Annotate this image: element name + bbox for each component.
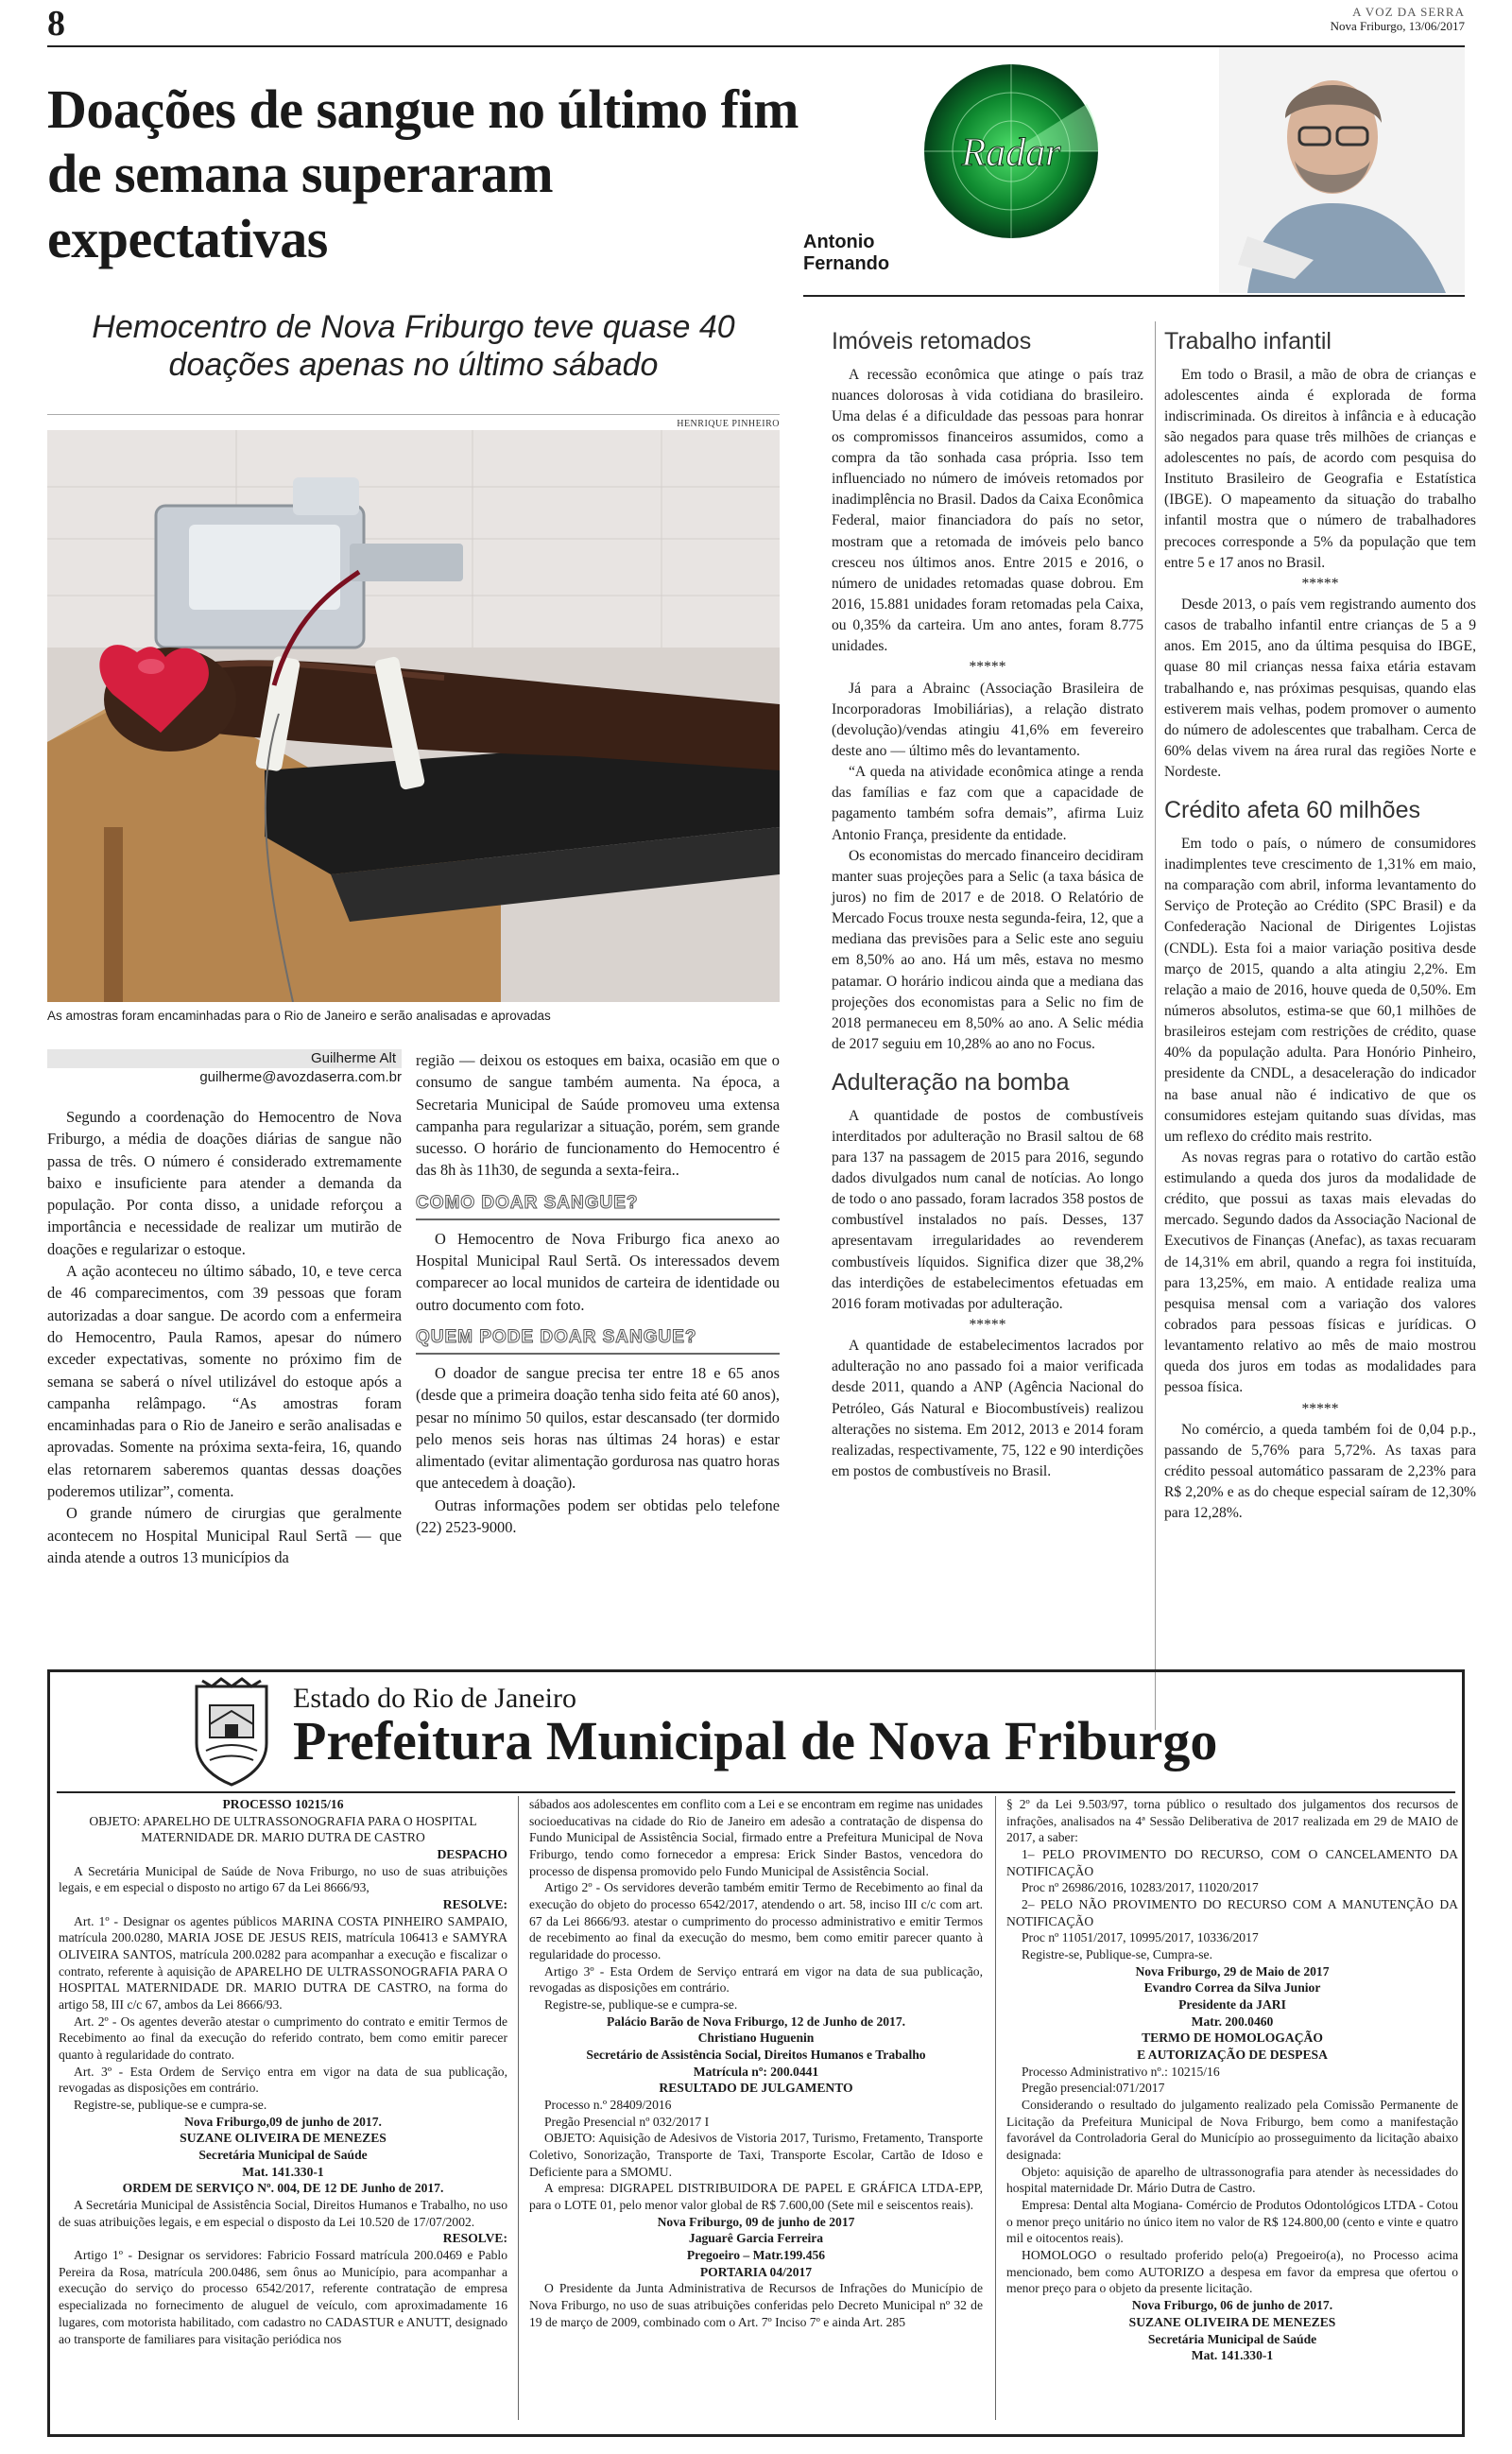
paragraph: As novas regras para o rotativo do cartão estão estimulando a queda dos juros da modalidade de crédito, que possui as taxas mais elevadas do mercado. Segundo dados da Associação Nacional de Executivos de Finanças (Anefac), as taxas recuaram de 14,31% em abril, quando a regra foi instituída, para 13,25%, em maio. A entidade realiza uma pesquisa mensal com a variação dos valores cobrados para pessoas físicas e jurídicas. O levantamento relativo ao mês de maio mostrou queda dos juros em todas as modalidades para pessoa física. [1164, 1149, 1476, 1396]
notice-rule [57, 1791, 1455, 1793]
notice-paragraph: Nova Friburgo, 06 de junho de 2017. [1131, 2298, 1333, 2313]
notice-paragraph: Mat. 141.330-1 [242, 2164, 324, 2179]
notice-paragraph: A Secretária Municipal de Assistência Social, Direitos Humanos e Trabalho, no uso de suas atribuições legais, e em especial o disposto da Lei 10.520 de 17/07/2002. [59, 2198, 507, 2229]
notice-paragraph: PORTARIA 04/2017 [699, 2264, 813, 2279]
paragraph: “A queda na atividade econômica atinge a renda das famílias e faz com que a capacidade de pagamento também sofra demais”, afirma Luiz Antonio França, presidente da entidade. [832, 764, 1143, 843]
notice-paragraph: Pregoeiro – Matr.199.456 [686, 2248, 826, 2263]
article-column-1 [47, 1106, 402, 1568]
article-column-2 [416, 1049, 780, 1538]
notice-paragraph: Palácio Barão de Nova Friburgo, 12 de Junho de 2017. [606, 2013, 906, 2029]
paragraph: O Hemocentro de Nova Friburgo fica anexo ao Hospital Municipal Raul Sertã. Os interessados devem comparecer ao local munidos de carteira de identidade ou outro documento com foto. [416, 1229, 780, 1314]
article-headline: Doações de sangue no último fim de semana superaram expectativas [47, 78, 799, 269]
radar-header [803, 47, 1465, 293]
notice-paragraph: Art. 3º - Esta Ordem de Serviço entra em vigor na data de sua publicação, revogadas as disposições em contrário. [59, 2064, 507, 2096]
notice-paragraph: Empresa: Dental alta Mogiana- Comércio de Produtos Odontológicos LTDA - Cotou o menor preço unitário no único item no valor de R$ 124.800,00 (cento e vinte e quatro mil e oitocentos reais). [1006, 2198, 1458, 2246]
paragraph: Segundo a coordenação do Hemocentro de Nova Friburgo, a média de doações diárias de sangue não passa de três. O número é considerado extremamente baixo e insuficiente para atender a demanda da população. Por conta disso, a unidade reforçou a importância e necessidade de realizar um mutirão de doações e regularizar o estoque. [47, 1108, 402, 1258]
section-title: Adulteração na bomba [832, 1069, 1070, 1097]
blood-donation-illustration [47, 430, 780, 1002]
notice-paragraph: O Presidente da Junta Administrativa de Recursos de Infrações do Município de Nova Friburgo, no uso de suas atribuições conferidas pelo Decreto Municipal nº 32 de 19 de março de 2009, combinado com o Art. 7º Inciso 7º e ainda Art. 285 [529, 2281, 983, 2329]
notice-paragraph: Artigo 2º - Os servidores deverão também emitir Termo de Recebimento ao final da execução do objeto do processo 6542/2017, atendendo o art. 58, inciso III c/c com art. 67 da Lei 8666/93. atestar o cumprimento do processo administrativo e emitir Termos de recebimento ao final da execução do mesmo, bem como emitir parecer quanto à regularidade do processo. [529, 1880, 983, 1962]
paragraph: A recessão econômica que atinge o país traz nuances dolorosas à vida cotidiana do brasileiro. Uma delas é a dificuldade das pessoas para honrar os compromissos financeiros assumidos, como a compra da tão sonhada casa própria. Isso tem influenciado no número de imóveis retomados por inadimplência no Brasil. Dados da Caixa Econômica Federal, maior financiadora do país no setor, mostram que a retomada de imóveis pelo banco cresceu nos últimos anos. Entre 2015 e 2016, o número de unidades retomadas quase dobrou. Em 2016, 15.881 unidades foram retomadas pela Caixa, ou 0,35% da carteira. Um ano antes, foram 8.775 unidades. [832, 366, 1143, 655]
notice-paragraph: Matrícula nº: 200.0441 [693, 2064, 819, 2079]
notice-paragraph: RESOLVE: [442, 2231, 507, 2246]
notice-paragraph: Art. 2º - Os agentes deverão atestar o cumprimento do contrato e emitir Termos de Recebimento ao final da execução do referido contrato, bem como emitir parecer quanto à regularidade do contrato. [59, 2013, 507, 2063]
city-seal-icon [189, 1677, 274, 1793]
paragraph: No comércio, a queda também foi de 0,04 p.p., passando de 5,76% para 5,72%. As taxas para crédito pessoal automático passaram de 2,23% para R$ 2,20% e as do cheque especial saíram de 12,30% para 12,28%. [1164, 1421, 1476, 1522]
section-title: QUEM PODE DOAR SANGUE? [416, 1325, 780, 1355]
notice-paragraph: Processo n.º 28409/2016 [544, 2098, 672, 2113]
notice-paragraph: OBJETO: Aquisição de Adesivos de Vistoria 2017, Turismo, Fretamento, Transporte Coletivo, Sonorização, Transporte de Taxi, Transporte Escolar, Cartão de Idoso e Deficiente para a SMOMU. [529, 2131, 983, 2179]
notice-paragraph: A empresa: DIGRAPEL DISTRIBUIDORA DE PAPEL E GRÁFICA LTDA-EPP, para o LOTE 01, pelo menor valor global de R$ 7.600,00 (Sete mil e seiscentos reais). [529, 2181, 983, 2213]
notice-paragraph: A Secretária Municipal de Saúde de Nova Friburgo, no uso de suas atribuições legais, e em especial o disposto no artigo 67 da Lei 8666/93, [59, 1863, 507, 1895]
paragraph: A quantidade de estabelecimentos lacrados por adulteração no ano passado foi a maior verificada desde 2011, quando a ANP (Agência Nacional do Petróleo, Gás Natural e Biocombustíveis) realizou alterações no sistema. Em 2012, 2013 e 2014 foram realizadas, respectivamente, 75, 122 e 90 interdições em postos de combustíveis no Brasil. [832, 1338, 1143, 1480]
notice-paragraph: ORDEM DE SERVIÇO Nº. 004, DE 12 DE Junho de 2017. [122, 2181, 444, 2196]
article-subheadline: Hemocentro de Nova Friburgo teve quase 40 doações apenas no último sábado [92, 309, 735, 384]
columnist-name: Antonio Fernando [803, 232, 890, 274]
notice-paragraph: Nova Friburgo, 29 de Maio de 2017 [1135, 1963, 1330, 1979]
author-email[interactable]: guilherme@avozdaserra.com.br [199, 1069, 402, 1086]
notice-paragraph: Artigo 1º - Designar os servidores: Fabricio Fossard matrícula 200.0469 e Pablo Pereira da Rosa, matrícula 200.0486, sem ônus ao Município, para acompanhar a execução do serviço do processo 6542/2017, referente contratação de empresa especializada no fornecimento de aluguel de veículo, com aproximadamente 16 lugares, com motorista habilitado, com cadastro no CADASTUR e ANUTT, designado ao transporte de familiares para visitação periódica nos [59, 2248, 507, 2346]
notice-paragraph: Proc nº 11051/2017, 10995/2017, 10336/2017 [1022, 1930, 1259, 1945]
page-number: 8 [47, 4, 65, 43]
notice-paragraph: Processo Administrativo nº.: 10215/16 [1022, 2064, 1220, 2079]
notice-paragraph: Registre-se, Publique-se, Cumpra-se. [1022, 1947, 1212, 1962]
separator: ***** [1301, 1400, 1339, 1417]
notice-paragraph: HOMOLOGO o resultado proferido pelo(a) Pregoeiro(a), no Processo acima mencionado, bem como AUTORIZO a despesa em favor da empresa que ofertou o menor preço para o objeto da presente licitação. [1006, 2248, 1458, 2296]
notice-column-2 [529, 1796, 983, 2331]
notice-paragraph: RESULTADO DE JULGAMENTO [659, 2081, 853, 2096]
notice-divider [518, 1796, 519, 2420]
newspaper-name: A VOZ DA SERRA [1352, 5, 1465, 19]
section-title: Crédito afeta 60 milhões [1164, 797, 1420, 824]
notice-paragraph: Nova Friburgo,09 de junho de 2017. [184, 2114, 382, 2129]
notice-paragraph: Art. 1º - Designar os agentes públicos MARINA COSTA PINHEIRO SAMPAIO, matrícula 200.0280, MARIA JOSE DE JESUS REIS, matrícula 106413 e SAMYRA OLIVEIRA SANTOS, matrícula 200.0282 para acompanhar a execução e fiscalizar o contrato, referente à aquisição de APARELHO DE ULTRASSONOGRAFIA PARA O HOSPITAL MATERNIDADE DR. MARIO DUTRA DE CASTRO, na forma do artigo 58, III c/c 67, ambos da Lei 8666/93. [59, 1913, 507, 2013]
notice-paragraph: § 2º da Lei 9.503/97, torna público o resultado dos julgamentos dos recursos de infrações, analisados na 4ª Sessão Deliberativa de 2017 realizada em 29 de MAIO de 2017, a saber: [1006, 1797, 1458, 1845]
notice-paragraph: Considerando o resultado do julgamento realizado pela Comissão Permanente de Licitação da Prefeitura Municipal de Nova Friburgo, bem como a manifestação favorável da Controladoria Geral do Município ao prosseguimento da licitação abaixo designada: [1006, 2098, 1458, 2163]
notice-title: Prefeitura Municipal de Nova Friburgo [293, 1710, 1218, 1771]
paragraph: A ação aconteceu no último sábado, 10, e teve cerca de 46 comparecimentos, com 39 pessoas que foram autorizadas a doar sangue. De acordo com a enfermeira do Hemocentro, Paula Ramos, apesar do número exceder expectativas, somente no próximo fim de semana se saberá o nível utilizável do estoque após a campanha relâmpago. “As amostras foram encaminhadas para o Rio de Janeiro e serão analisadas e aprovadas. Somente na próxima sexta-feira, 16, quando elas retornarem saberemos quantas dessas doações poderemos utilizar”, comenta. [47, 1262, 402, 1501]
section-title: COMO DOAR SANGUE? [416, 1191, 780, 1220]
paragraph: região — deixou os estoques em baixa, ocasião em que o consumo de sangue também aumenta. Na época, a Secretaria Municipal de Saúde promoveu uma extensa campanha para regularizar a situação, porém, sem grande sucesso. O horário de funcionamento do Hemocentro é das 8h às 11h30, de segunda a sexta-feira.. [416, 1051, 780, 1180]
notice-paragraph: Matr. 200.0460 [1191, 2013, 1274, 2029]
photo-caption: As amostras foram encaminhadas para o Rio de Janeiro e serão analisadas e aprovadas [47, 1009, 551, 1023]
byline [47, 1049, 402, 1088]
paragraph: Outras informações podem ser obtidas pelo telefone (22) 2523-9000. [416, 1495, 780, 1536]
notice-paragraph: OBJETO: APARELHO DE ULTRASSONOGRAFIA PARA O HOSPITAL MATERNIDADE DR. MARIO DUTRA DE CASTRO [89, 1813, 477, 1845]
notice-paragraph: DESPACHO [437, 1847, 507, 1862]
notice-paragraph: Pregão presencial:071/2017 [1022, 2081, 1165, 2096]
issue-date: Nova Friburgo, 13/06/2017 [1330, 18, 1465, 33]
notice-paragraph: SUZANE OLIVEIRA DE MENEZES [1128, 2314, 1336, 2329]
paragraph: A quantidade de postos de combustíveis interditados por adulteração no Brasil saltou de 68 para 137 na passagem de 2015 para 2016, segundo dados divulgados num canal de notícias. Ao longo de todo o ano passado, foram lacrados 358 postos de combustível instalados no país. Desses, 137 apresentavam irregularidades ao revenderem combustíveis líquidos. Significa dizer que 38,2% das interdições de estabelecimentos efetuadas em 2016 foram motivadas por adulteração. [832, 1107, 1143, 1312]
paragraph: Já para a Abrainc (Associação Brasileira de Incorporadoras Imobiliárias), a relação distrato (devolução)/vendas atingiu 41,6% em fevereiro deste ano — último mês do levantamento. [832, 680, 1143, 760]
notice-paragraph: Mat. 141.330-1 [1191, 2348, 1274, 2363]
separator: ***** [969, 1317, 1006, 1334]
notice-paragraph: RESOLVE: [442, 1897, 507, 1912]
notice-paragraph: Registre-se, publique-se e cumpra-se. [544, 1997, 738, 2013]
notice-paragraph: Evandro Correa da Silva Junior [1143, 1980, 1321, 1996]
paragraph: Em todo o país, o número de consumidores inadimplentes teve crescimento de 1,31% em maio, na comparação com abril, informa levantamento do Serviço de Proteção ao Crédito (SPC Brasil) e da Confederação Nacional de Dirigentes Lojistas (CNDL). Esta foi a maior variação positiva desde março de 2015, quando a alta atingiu 2,2%. Em relação a maio de 2016, houve queda de 0,50%. Em números absolutos, estima-se que 60,1 milhões de brasileiros estejam com restrições de crédito, quase 40% da população adulta. Para Honório Pinheiro, presidente da CNDL, a desaceleração do indicador na base anual não é indicativo de que os consumidores estejam quitando suas dívidas, mas um reflexo do crédito mais restrito. [1164, 835, 1476, 1145]
notice-paragraph: E AUTORIZAÇÃO DE DESPESA [1137, 2048, 1328, 2063]
notice-paragraph: Christiano Huguenin [697, 2031, 815, 2046]
column-divider [1155, 321, 1156, 1730]
notice-paragraph: PROCESSO 10215/16 [222, 1797, 344, 1811]
radar-logo-text: Radar [961, 131, 1061, 175]
notice-paragraph: sábados aos adolescentes em conflito com a Lei e se encontram em regime nas unidades socioeducativas na cidade do Rio de Janeiro em adesão a contratação de dispensa do Fundo Municipal de Assistência Social, firmado entre a Prefeitura Municipal de Nova Friburgo, tendo como fornecedor a empresa: Erick Sinder Bastos, vencedora do processo de dispensa promovido pelo Fundo Municipal de Assistência Social. [529, 1797, 983, 1878]
notice-state: Estado do Rio de Janeiro [293, 1683, 576, 1714]
notice-paragraph: TERMO DE HOMOLOGAÇÃO [1142, 2031, 1323, 2046]
section-title: Imóveis retomados [832, 328, 1032, 354]
article-photo [47, 430, 780, 1002]
author-name: Guilherme Alt [47, 1049, 402, 1068]
section-title: Trabalho infantil [1164, 328, 1332, 354]
paragraph: O grande número de cirurgias que geralmente acontecem no Hospital Municipal Raul Sertã — que ainda atende a outros 13 municípios da [47, 1504, 402, 1566]
notice-paragraph: Presidente da JARI [1178, 1997, 1286, 2013]
paragraph: Desde 2013, o país vem registrando aumento dos casos de trabalho infantil entre crianças de 5 a 9 anos. Em 2015, ano da última pesquisa do IBGE, quase 80 mil crianças nessa faixa etária estavam trabalhando e, nas próximas pesquisas, quando elas estiverem mais velhas, podem promover o aumento do número de adolescentes que trabalham. Cerca de 60% delas vivem na área rural das regiões Norte e Nordeste. [1164, 596, 1476, 781]
paragraph: O doador de sangue precisa ter entre 18 e 65 anos (desde que a primeira doação tenha sido feita até 60 anos), pesar no mínimo 50 quilos, estar descansado (ter dormido pelo menos seis horas nas últimas 24 horas) e estar alimentado (evitar alimentação gordurosa nas quatro horas que antecedem à doação). [416, 1363, 780, 1493]
notice-column-3 [1006, 1796, 1458, 2364]
notice-paragraph: Objeto: aquisição de aparelho de ultrassonografia para atender às necessidades do hospital maternidade Dr. Mário Dutra de Castro. [1006, 2164, 1458, 2196]
notice-paragraph: Secretário de Assistência Social, Direitos Humanos e Trabalho [586, 2048, 926, 2063]
masthead [1331, 6, 1465, 34]
notice-paragraph: 2– PELO NÃO PROVIMENTO DO RECURSO COM A MANUTENÇÃO DA NOTIFICAÇÃO [1006, 1897, 1458, 1928]
paragraph: Em todo o Brasil, a mão de obra de crianças e adolescentes ainda é explorada de forma indiscriminada. Os direitos à infância e à educação são negados para quase três milhões de crianças e adolescentes no país, de acordo com pesquisa do Instituto Brasileiro de Geografia e Estatística (IBGE). O mapeamento da situação do trabalho infantil mostra que o número de trabalhadores precoces corresponde a 5% da população que tem entre 5 e 17 anos no Brasil. [1164, 366, 1476, 571]
notice-paragraph: Secretária Municipal de Saúde [1147, 2331, 1317, 2346]
notice-paragraph: Registre-se, publique-se e cumpra-se. [74, 2098, 267, 2113]
radar-column-1 [832, 321, 1143, 1482]
notice-paragraph: Secretária Municipal de Saúde [198, 2148, 368, 2163]
radar-rule [803, 295, 1465, 297]
paragraph: Os economistas do mercado financeiro decidiram manter suas projeções para a Selic (a taxa básica de juros) no fim de 2017 e de 2018. O Relatório de Mercado Focus trouxe nesta segunda-feira, 12, que a mediana das previsões para a Selic este ano seguiu em 8,50% ao ano. Há um mês, estava no mesmo patamar. O horário indicou ainda que a mediana das projeções dos economistas para a Selic no fim de 2018 permaneceu em 8,50% ao ano. A Selic média de 2017 seguiu em 10,28% ao ano no Focus. [832, 847, 1143, 1052]
notice-paragraph: Proc nº 26986/2016, 10283/2017, 11020/2017 [1022, 1880, 1259, 1895]
notice-paragraph: Pregão Presencial nº 032/2017 I [544, 2114, 710, 2129]
notice-paragraph: 1– PELO PROVIMENTO DO RECURSO, COM O CANCELAMENTO DA NOTIFICAÇÃO [1006, 1847, 1458, 1878]
notice-column-1 [59, 1796, 507, 2347]
notice-paragraph: Jaguarê Garcia Ferreira [688, 2231, 824, 2246]
notice-paragraph: Nova Friburgo, 09 de junho de 2017 [657, 2214, 855, 2229]
separator: ***** [1301, 575, 1339, 592]
notice-divider [995, 1796, 996, 2420]
notice-paragraph: SUZANE OLIVEIRA DE MENEZES [180, 2131, 387, 2146]
photo-credit: HENRIQUE PINHEIRO [47, 414, 780, 429]
separator: ***** [969, 659, 1006, 676]
notice-paragraph: Artigo 3º - Esta Ordem de Serviço entrará em vigor na data de sua publicação, revogadas as disposições em contrário. [529, 1963, 983, 1996]
radar-column-2 [1164, 321, 1476, 1524]
